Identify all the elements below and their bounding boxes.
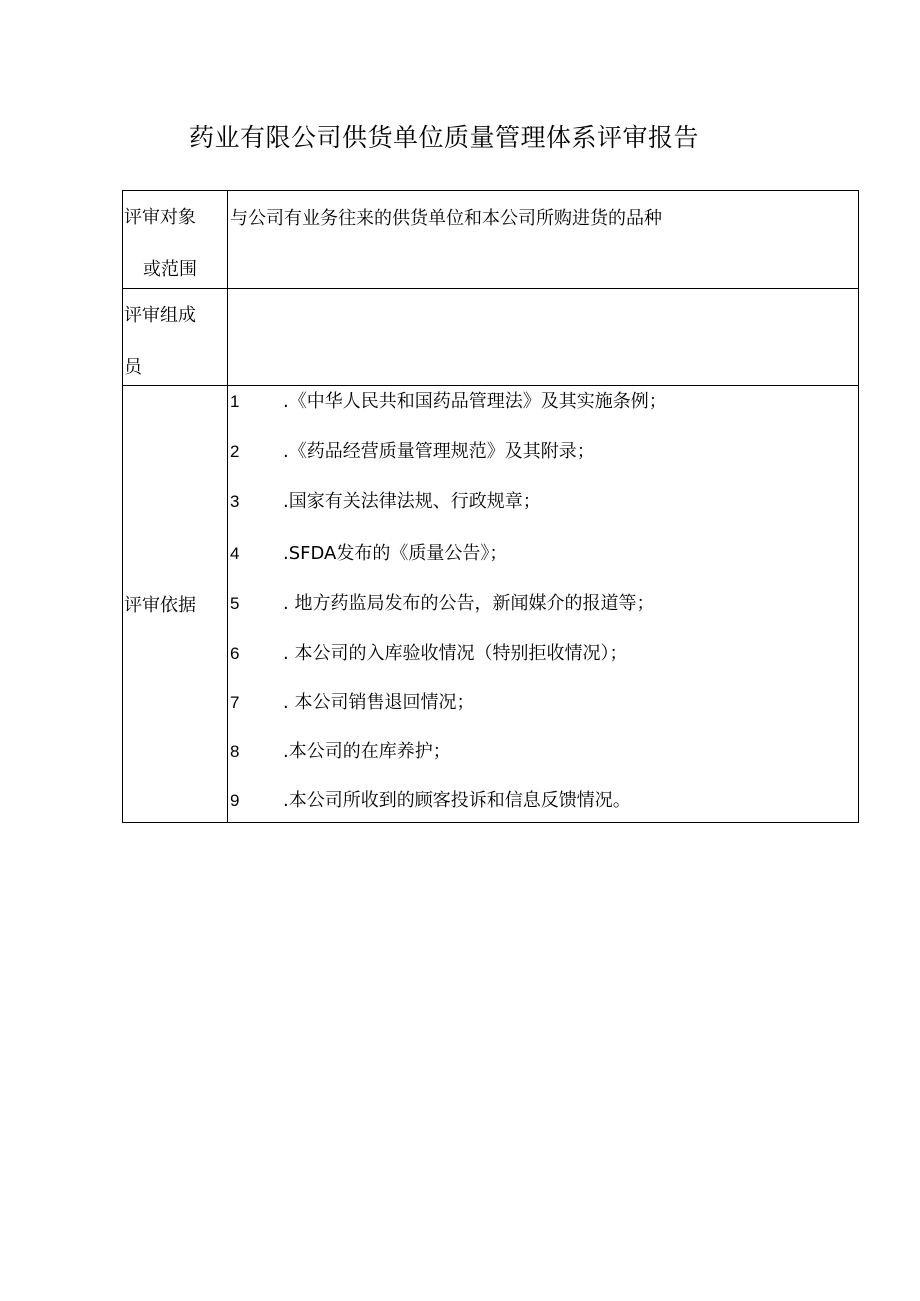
basis-item-text: . 地方药监局发布的公告，新闻媒介的报道等； (283, 593, 655, 614)
basis-item-number: 2 (230, 442, 240, 461)
members-label-line-1: 评审组成 (124, 305, 196, 326)
scope-value-cell (228, 191, 859, 289)
basis-item-number: 9 (230, 791, 240, 810)
scope-value: 与公司有业务往来的供货单位和本公司所购进货的品种 (230, 208, 662, 229)
basis-item-text: .本公司所收到的顾客投诉和信息反馈情况。 (283, 790, 631, 811)
basis-item-number: 1 (230, 392, 240, 411)
basis-item-text: .SFDA发布的《质量公告》； (283, 543, 508, 564)
basis-item-text: .本公司的在库养护； (283, 741, 451, 762)
basis-value-cell (228, 386, 859, 823)
basis-item-text: .《药品经营质量管理规范》及其附录； (283, 441, 595, 462)
basis-item-number: 8 (230, 742, 240, 761)
scope-label-line-2: 或范围 (143, 259, 197, 280)
scope-label-line-1: 评审对象 (124, 207, 196, 228)
basis-item-number: 3 (230, 492, 240, 511)
basis-item-text: . 本公司的入库验收情况（特别拒收情况）； (283, 643, 628, 664)
basis-item-text: .国家有关法律法规、行政规章； (283, 491, 541, 512)
basis-item-number: 7 (230, 693, 240, 712)
scope-label-cell (123, 191, 228, 289)
members-value-cell (228, 289, 859, 386)
basis-item-number: 5 (230, 594, 240, 613)
members-label-line-2: 员 (124, 357, 142, 378)
basis-item-text: . 本公司销售退回情况； (283, 692, 475, 713)
table-row-scope (123, 191, 859, 289)
basis-item-number: 4 (230, 544, 240, 563)
basis-label-cell (123, 386, 228, 823)
table-row-basis (123, 386, 859, 823)
document-title: 药业有限公司供货单位质量管理体系评审报告 (188, 123, 699, 152)
basis-item-text: .《中华人民共和国药品管理法》及其实施条例； (283, 391, 667, 412)
review-report-table (122, 190, 859, 823)
table-row-members (123, 289, 859, 386)
basis-item-number: 6 (230, 644, 240, 663)
basis-list (228, 386, 858, 822)
basis-label: 评审依据 (124, 595, 196, 616)
members-label-cell (123, 289, 228, 386)
